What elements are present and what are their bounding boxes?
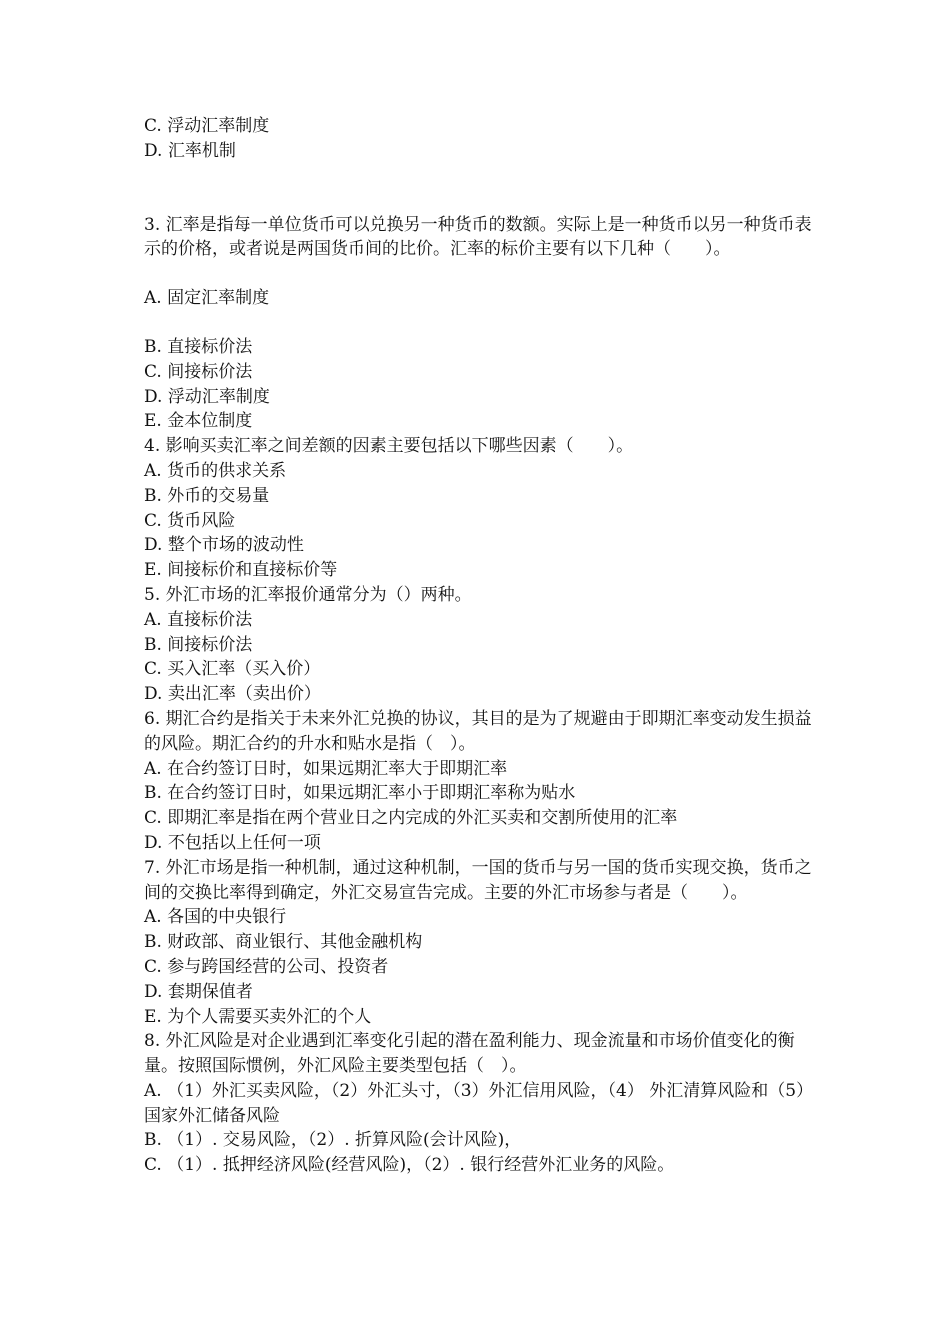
- q4-option-c: C. 货币风险: [144, 510, 236, 531]
- q7-option-e: E. 为个人需要买卖外汇的个人: [144, 1006, 372, 1027]
- q4-option-d: D. 整个市场的波动性: [144, 535, 304, 556]
- q7-option-d: D. 套期保值者: [144, 981, 253, 1002]
- q5-option-b: B. 间接标价法: [144, 634, 253, 655]
- document-body: [144, 114, 812, 1178]
- q5-stem: 5. 外汇市场的汇率报价通常分为（）两种。: [144, 584, 472, 605]
- spacer: [144, 311, 812, 335]
- q3-option-c: C. 间接标价法: [144, 361, 253, 382]
- q6-stem: 6. 期汇合约是指关于未来外汇兑换的协议，其目的是为了规避由于即期汇率变动发生损益的风险。期汇合约的升水和贴水是指（ ）。: [144, 708, 812, 754]
- q8-option-a: A. （1）外汇买卖风险，（2）外汇头寸，（3）外汇信用风险，（4） 外汇清算风险和（5）国家外汇储备风险: [144, 1080, 805, 1126]
- q5-option-c: C. 买入汇率（买入价）: [144, 659, 321, 680]
- spacer: [144, 164, 812, 213]
- q5-option-a: A. 直接标价法: [144, 609, 253, 630]
- q6-option-c: C. 即期汇率是指在两个营业日之内完成的外汇买卖和交割所使用的汇率: [144, 808, 678, 829]
- q3-option-a: A. 固定汇率制度: [144, 288, 270, 309]
- q6-option-b: B. 在合约签订日时，如果远期汇率小于即期汇率称为贴水: [144, 783, 576, 804]
- q4-option-a: A. 货币的供求关系: [144, 460, 287, 481]
- q8-stem: 8. 外汇风险是对企业遇到汇率变化引起的潜在盈利能力、现金流量和市场价值变化的衡量。按照国际惯例，外汇风险主要类型包括（ ）。: [144, 1031, 795, 1077]
- q7-option-c: C. 参与跨国经营的公司、投资者: [144, 956, 389, 977]
- q4-option-b: B. 外币的交易量: [144, 485, 270, 506]
- q6-option-a: A. 在合约签订日时，如果远期汇率大于即期汇率: [144, 758, 508, 779]
- q2-option-d: D. 汇率机制: [144, 140, 236, 161]
- q3-option-d: D. 浮动汇率制度: [144, 386, 270, 407]
- q7-option-b: B. 财政部、商业银行、其他金融机构: [144, 932, 423, 953]
- q6-option-d: D. 不包括以上任何一项: [144, 832, 321, 853]
- q8-option-b: B. （1）. 交易风险，（2）. 折算风险(会计风险)，: [144, 1130, 522, 1151]
- q4-stem: 4. 影响买卖汇率之间差额的因素主要包括以下哪些因素（ ）。: [144, 436, 634, 457]
- q3-option-e: E. 金本位制度: [144, 411, 253, 432]
- q3-stem: 3. 汇率是指每一单位货币可以兑换另一种货币的数额。实际上是一种货币以另一种货币表示的价格，或者说是两国货币间的比价。汇率的标价主要有以下几种（ ）。: [144, 214, 812, 260]
- q5-option-d: D. 卖出汇率（卖出价）: [144, 684, 321, 705]
- q7-option-a: A. 各国的中央银行: [144, 907, 287, 928]
- q4-option-e: E. 间接标价和直接标价等: [144, 560, 338, 581]
- spacer: [144, 262, 812, 286]
- q7-stem: 7. 外汇市场是指一种机制，通过这种机制，一国的货币与另一国的货币实现交换，货币之间的交换比率得到确定，外汇交易宣告完成。主要的外汇市场参与者是（ ）。: [144, 857, 812, 903]
- q3-option-b: B. 直接标价法: [144, 336, 253, 357]
- q8-option-c: C. （1）. 抵押经济风险(经营风险)，（2）. 银行经营外汇业务的风险。: [144, 1155, 675, 1176]
- q2-option-c: C. 浮动汇率制度: [144, 116, 270, 136]
